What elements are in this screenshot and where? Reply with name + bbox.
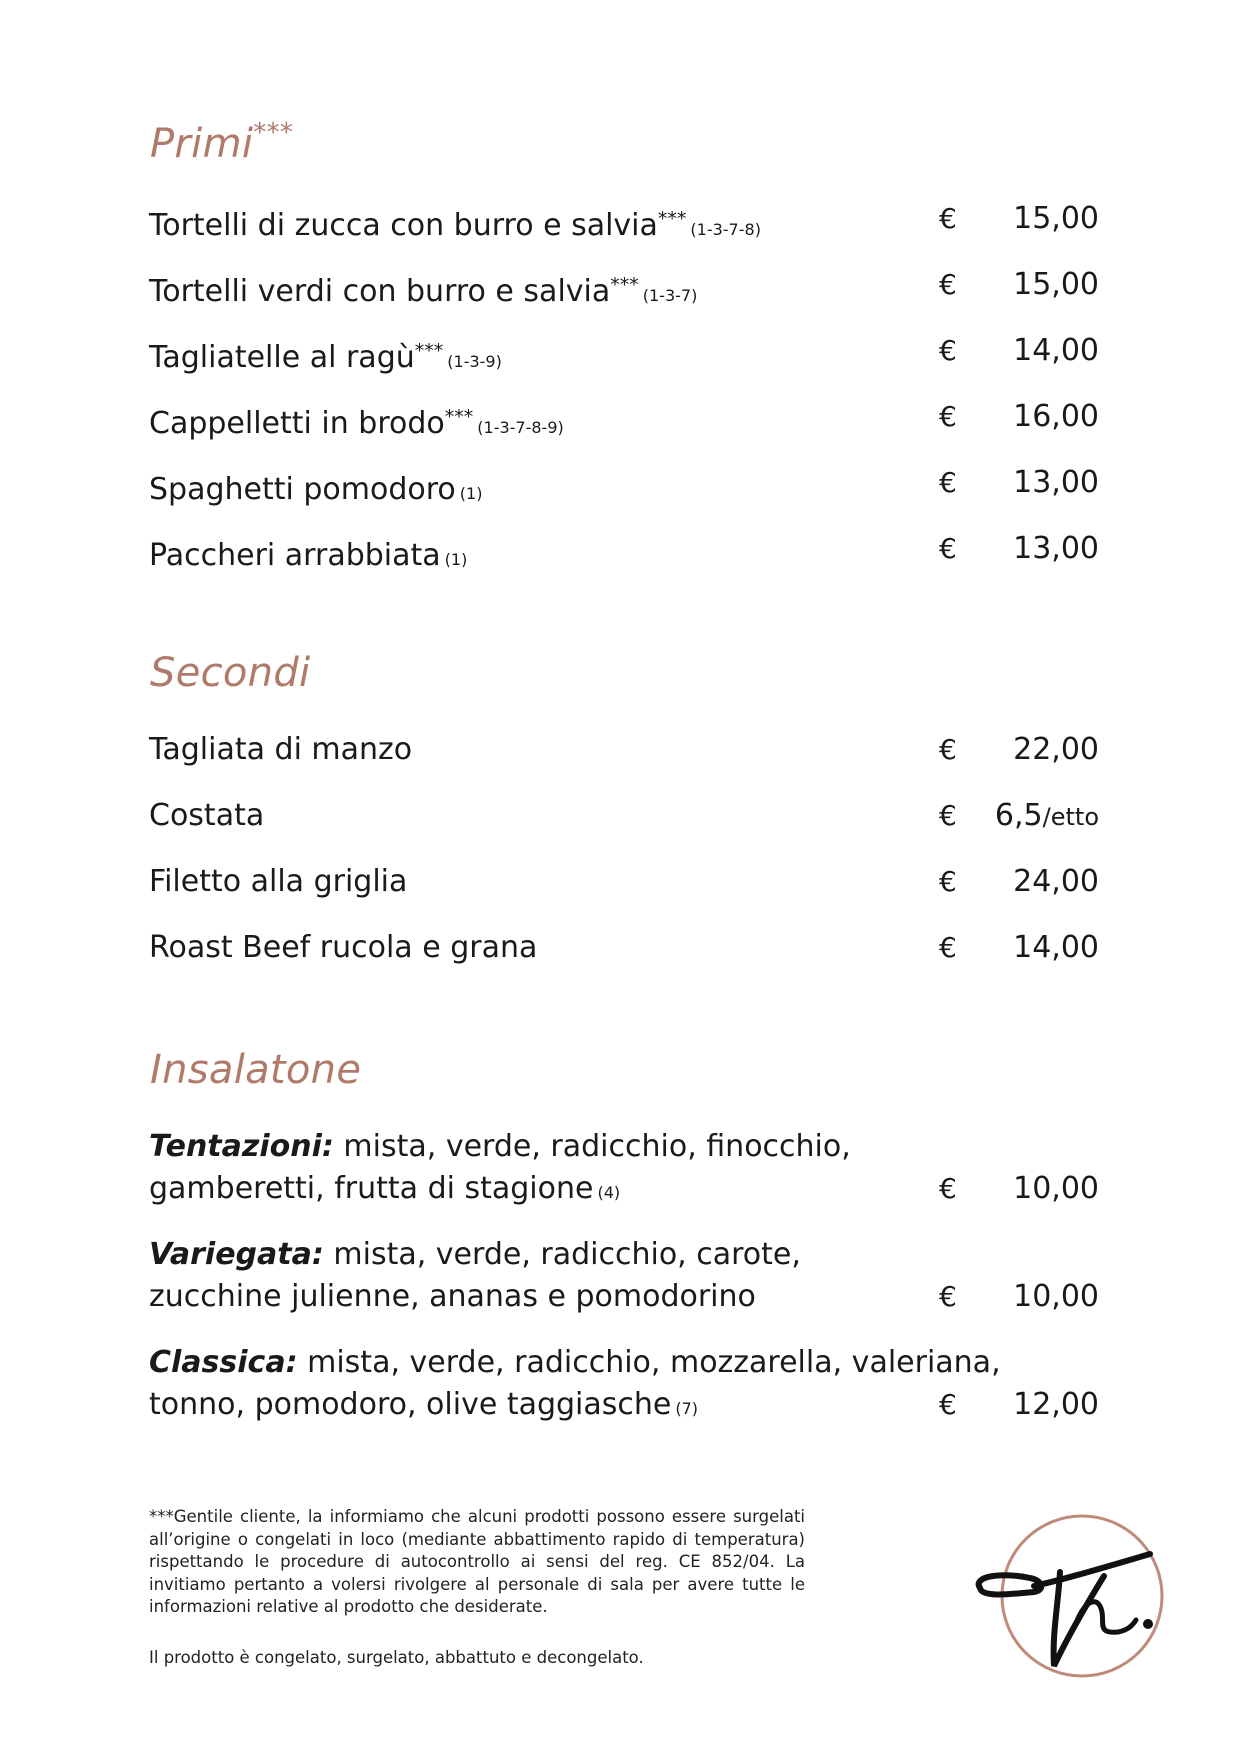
price: 14,00 [1013, 930, 1099, 965]
price: 14,00 [1013, 333, 1099, 368]
salad-name: Variegata: [149, 1237, 324, 1272]
currency: € [939, 1280, 957, 1313]
price: 12,00 [1013, 1387, 1099, 1422]
currency: € [939, 931, 957, 964]
section-title-secondi: Secondi [150, 650, 311, 696]
currency: € [939, 268, 957, 301]
frozen-products-legend: Il prodotto è congelato, surgelato, abbattuto e decongelato. [149, 1648, 644, 1667]
allergens: (1) [444, 550, 468, 569]
section-title-primi: Primi*** [150, 118, 294, 167]
price: 24,00 [1013, 864, 1099, 899]
menu-item: Costata € 6,5/etto [149, 796, 1099, 836]
allergens: (7) [675, 1399, 699, 1418]
currency: € [939, 532, 957, 565]
currency: € [939, 799, 957, 832]
currency: € [939, 202, 957, 235]
menu-item: Tortelli verdi con burro e salvia*** (1-3-7) € 15,00 [149, 267, 1099, 309]
currency: € [939, 334, 957, 367]
price: 13,00 [1013, 465, 1099, 500]
salad-name: Classica: [149, 1345, 298, 1380]
menu-item: Tentazioni: mista, verde, radicchio, finocchio, gamberetti, frutta di stagione (4) € 10,00 [149, 1127, 1099, 1211]
allergens: (1-3-9) [447, 352, 502, 371]
menu-item: Variegata: mista, verde, radicchio, carote, zucchine julienne, ananas e pomodorino € 10,00 [149, 1235, 1099, 1319]
frozen-products-note: ***Gentile cliente, la informiamo che alcuni prodotti possono essere surgelati all’origine o congelati in loco (mediante abbattimento rapido di temperatura) rispettando le procedure di autocontrollo ai sensi del reg. CE 852/04. La invitiamo pertanto a volersi rivolgere al personale di sala per avere tutte le informazioni relative al prodotto che desiderate. [149, 1507, 805, 1616]
allergens: (1-3-7) [642, 286, 698, 305]
allergens: (4) [597, 1183, 621, 1202]
currency: € [939, 466, 957, 499]
menu-item: Paccheri arrabbiata (1) € 13,00 [149, 531, 1099, 573]
price: 10,00 [1013, 1279, 1099, 1314]
currency: € [939, 1172, 957, 1205]
menu-item: Tortelli di zucca con burro e salvia*** (1-3-7-8) € 15,00 [149, 201, 1099, 243]
section-title-insalatone: Insalatone [150, 1047, 362, 1093]
allergens: (1-3-7-8-9) [477, 418, 564, 437]
currency: € [939, 400, 957, 433]
price: 22,00 [1013, 732, 1099, 767]
menu-item: Filetto alla griglia € 24,00 [149, 862, 1099, 902]
allergens: (1-3-7-8) [690, 220, 761, 239]
salad-name: Tentazioni: [149, 1129, 334, 1164]
currency: € [939, 1388, 957, 1421]
menu-item: Tagliatelle al ragù*** (1-3-9) € 14,00 [149, 333, 1099, 375]
restaurant-logo [972, 1506, 1172, 1686]
logo-signature-t [979, 1554, 1150, 1595]
menu-item: Spaghetti pomodoro (1) € 13,00 [149, 465, 1099, 507]
currency: € [939, 733, 957, 766]
price: 15,00 [1013, 267, 1099, 302]
logo-signature-h [1076, 1602, 1136, 1633]
logo-ring [1002, 1516, 1162, 1676]
price: 6,5/etto [994, 798, 1099, 833]
price: 10,00 [1013, 1171, 1099, 1206]
logo-signature-dot [1143, 1619, 1153, 1629]
price: 16,00 [1013, 399, 1099, 434]
menu-item: Roast Beef rucola e grana € 14,00 [149, 928, 1099, 968]
menu-item: Cappelletti in brodo*** (1-3-7-8-9) € 16,00 [149, 399, 1099, 441]
menu-item: Classica: mista, verde, radicchio, mozzarella, valeriana, tonno, pomodoro, olive taggiasche (7) € 12,00 [149, 1343, 1099, 1427]
menu-item: Tagliata di manzo € 22,00 [149, 730, 1099, 770]
price: 13,00 [1013, 531, 1099, 566]
price: 15,00 [1013, 201, 1099, 236]
currency: € [939, 865, 957, 898]
allergens: (1) [459, 484, 483, 503]
